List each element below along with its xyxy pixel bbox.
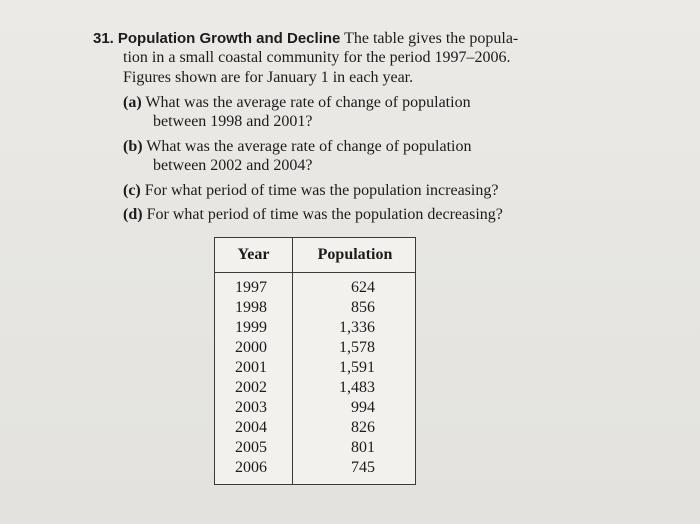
intro-line-3: Figures shown are for January 1 in each year. [123, 69, 414, 86]
part-a-line-2: between 1998 and 2001? [153, 113, 313, 130]
part-b [123, 137, 471, 157]
year-cell: 2004 [235, 419, 267, 436]
part-c [123, 181, 498, 201]
header-population: Population [317, 246, 393, 263]
population-table [214, 237, 416, 485]
part-b-line-1: What was the average rate of change of population [146, 138, 472, 155]
year-cell: 1998 [235, 299, 267, 316]
intro-line-1: The table gives the popula- [344, 30, 519, 47]
part-b-label: (b) [123, 138, 143, 155]
year-cell: 2003 [235, 399, 267, 416]
population-cell: 826 [351, 419, 375, 436]
year-cell: 2005 [235, 439, 267, 456]
intro-line-2: tion in a small coastal community for the period 1997–2006. [123, 49, 511, 66]
population-cell: 1,336 [339, 319, 375, 336]
year-cell: 2000 [235, 339, 267, 356]
population-cell: 801 [351, 439, 375, 456]
population-cell: 856 [351, 299, 375, 316]
year-cell: 1999 [235, 319, 267, 336]
part-c-line-1: For what period of time was the population increasing? [144, 182, 499, 199]
part-a-label: (a) [123, 94, 142, 111]
year-cell: 2006 [235, 459, 267, 476]
part-b-line-2: between 2002 and 2004? [153, 157, 313, 174]
population-cell: 745 [351, 459, 375, 476]
population-cell: 1,591 [339, 359, 375, 376]
column-divider [292, 238, 293, 484]
table-header-row [215, 238, 415, 273]
part-d-label: (d) [123, 206, 143, 223]
population-cell: 624 [351, 279, 375, 296]
year-cell: 2002 [235, 379, 267, 396]
part-a [123, 93, 471, 113]
year-cell: 1997 [235, 279, 267, 296]
year-column [235, 278, 267, 478]
part-d [123, 205, 503, 225]
population-cell: 1,578 [339, 339, 375, 356]
problem-heading-line [93, 29, 518, 49]
year-cell: 2001 [235, 359, 267, 376]
population-column [339, 278, 375, 478]
header-year: Year [237, 246, 270, 263]
part-d-line-1: For what period of time was the population decreasing? [146, 206, 503, 223]
part-c-label: (c) [123, 182, 141, 199]
population-cell: 994 [351, 399, 375, 416]
part-a-line-1: What was the average rate of change of population [145, 94, 471, 111]
problem-number: 31. [93, 30, 114, 47]
problem-title: Population Growth and Decline [117, 30, 341, 47]
population-cell: 1,483 [339, 379, 375, 396]
